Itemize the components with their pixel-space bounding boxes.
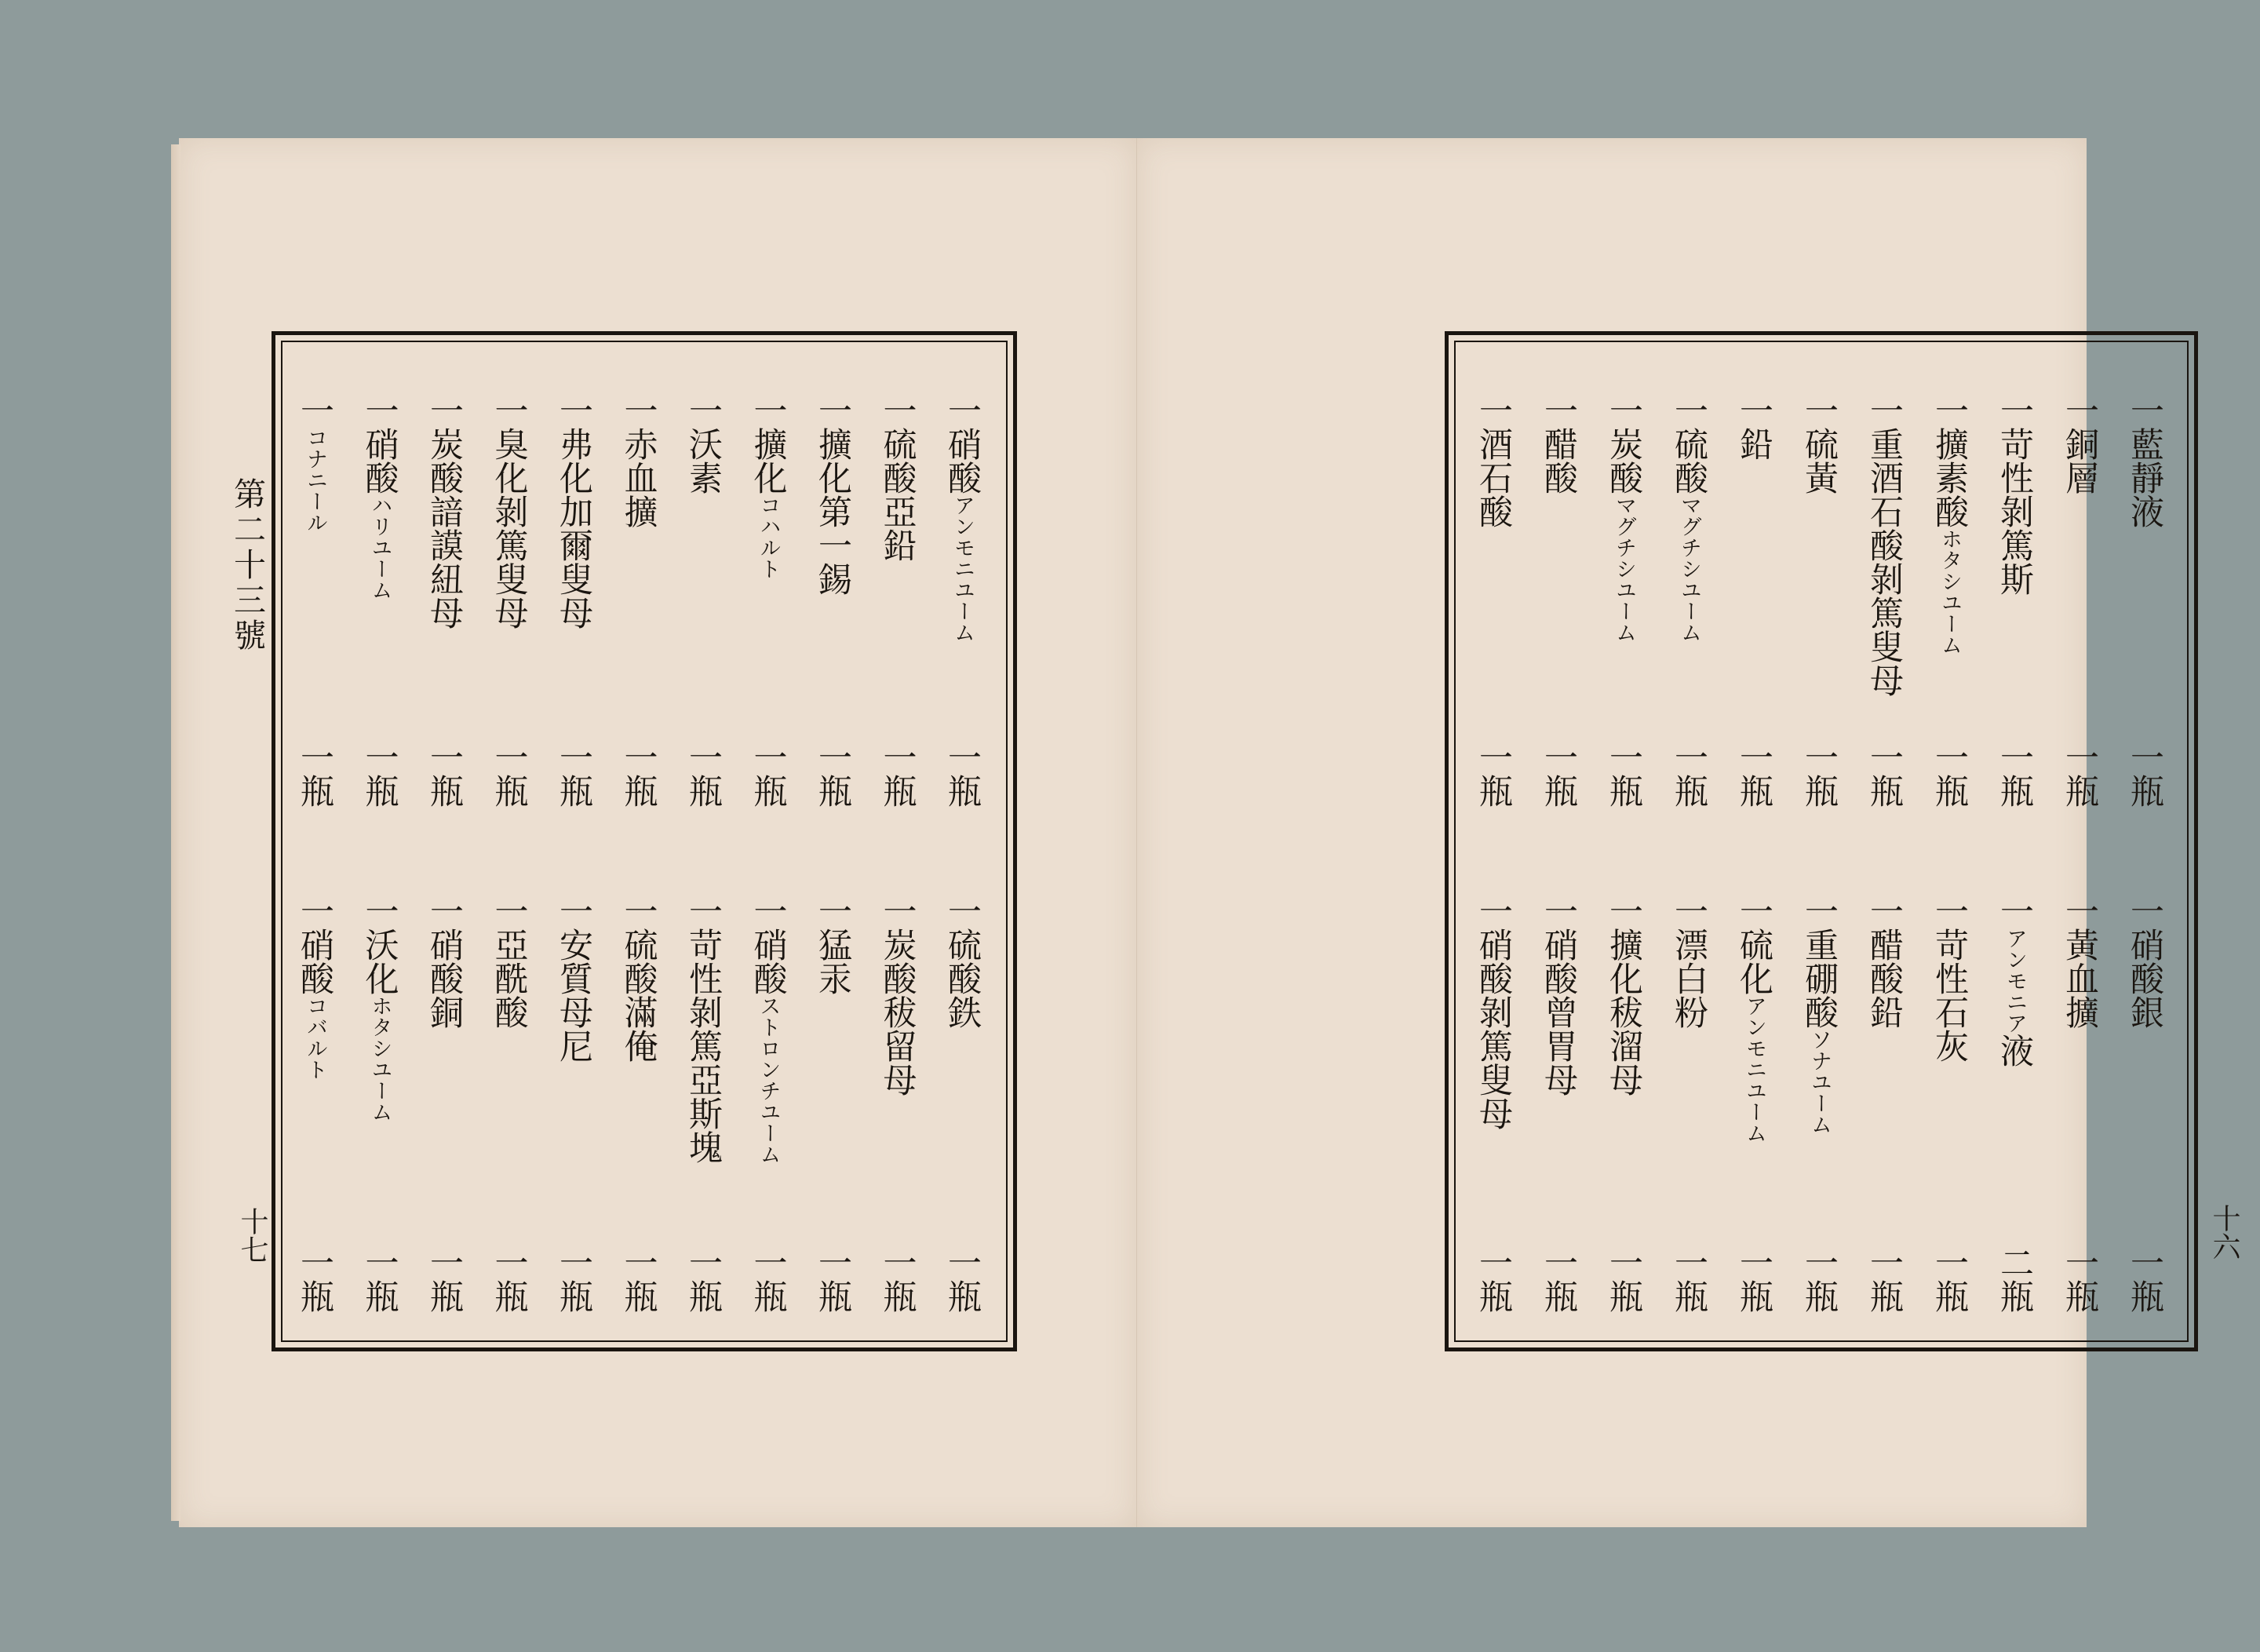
item-name xyxy=(683,894,723,1164)
item-quantity: 一瓶 xyxy=(1799,740,1839,808)
item-katakana-text: コハルト xyxy=(756,494,781,579)
item-quantity: 一瓶 xyxy=(813,740,852,808)
chemical-list-frame xyxy=(272,331,1017,1351)
list-row xyxy=(554,335,593,1347)
item-quantity: 一瓶 xyxy=(1474,740,1513,808)
item-quantity: 一瓶 xyxy=(877,1245,917,1313)
item-name xyxy=(554,894,593,1063)
item-name xyxy=(1669,393,1708,643)
item-name xyxy=(2060,393,2099,494)
item-katakana-text: ソナユーム xyxy=(1807,1029,1832,1135)
item-name xyxy=(359,393,399,600)
item-quantity: 一瓶 xyxy=(1604,740,1643,808)
item-main-text: 一硝酸 xyxy=(295,894,334,995)
item-katakana-text: マグチシユーム xyxy=(1612,494,1636,643)
item-name xyxy=(1864,393,1904,697)
list-row xyxy=(1864,335,1904,1347)
item-main-text: 一黃血擴 xyxy=(2060,894,2099,1029)
item-name xyxy=(2060,894,2099,1029)
item-main-text: 一漂白粉 xyxy=(1669,894,1708,1029)
item-name xyxy=(942,393,982,643)
item-main-text: 一臭化剝篤叟母 xyxy=(489,393,529,629)
item-name xyxy=(618,393,658,528)
item-main-text: 一酒石酸 xyxy=(1474,393,1513,528)
item-quantity: 一瓶 xyxy=(683,740,723,808)
item-name xyxy=(813,894,852,995)
item-main-text: 一安質母尼 xyxy=(554,894,593,1063)
list-row xyxy=(359,335,399,1347)
item-name xyxy=(813,393,852,596)
item-main-text: 一弗化加爾叟母 xyxy=(554,393,593,629)
item-quantity: 一瓶 xyxy=(618,1245,658,1313)
right-page xyxy=(1136,138,2240,1527)
item-name xyxy=(1930,393,1969,655)
item-name xyxy=(1669,894,1708,1029)
item-quantity: 一瓶 xyxy=(1669,1245,1708,1313)
chemical-list-frame xyxy=(1445,331,2198,1351)
item-tail-text: 液 xyxy=(1995,1034,2034,1067)
item-main-text: 一擴素酸 xyxy=(1930,393,1969,528)
item-main-text: 一硝酸 xyxy=(359,393,399,494)
item-main-text: 一擴化第一錫 xyxy=(813,393,852,596)
item-quantity: 一瓶 xyxy=(683,1245,723,1313)
item-name xyxy=(877,393,917,562)
list-row xyxy=(1669,335,1708,1347)
item-main-text: 一藍靜液 xyxy=(2125,393,2164,528)
item-name xyxy=(1539,393,1578,494)
list-row xyxy=(877,335,917,1347)
item-quantity: 一瓶 xyxy=(942,1245,982,1313)
item-main-text: 一硫酸滿俺 xyxy=(618,894,658,1063)
item-quantity: 二瓶 xyxy=(1995,1245,2034,1313)
list-row xyxy=(1539,335,1578,1347)
item-quantity: 一瓶 xyxy=(489,1245,529,1313)
list-row xyxy=(748,335,788,1347)
item-quantity: 一瓶 xyxy=(489,740,529,808)
list-row xyxy=(1474,335,1513,1347)
item-main-text: 一硝酸銅 xyxy=(425,894,464,1029)
item-main-text: 一赤血擴 xyxy=(618,393,658,528)
item-main-text: 一苛性石灰 xyxy=(1930,894,1969,1063)
item-katakana-text: アンモニユーム xyxy=(1742,995,1766,1143)
item-name xyxy=(554,393,593,629)
item-main-text: 一亞酰酸 xyxy=(489,894,529,1029)
list-row xyxy=(618,335,658,1347)
item-katakana-text: ハリユーム xyxy=(367,494,392,600)
item-main-text: 一苛性剝篤斯 xyxy=(1995,393,2034,596)
item-main-text: 一重酒石酸剝篤叟母 xyxy=(1864,393,1904,697)
item-main-text: 一醋酸 xyxy=(1539,393,1578,494)
list-row xyxy=(942,335,982,1347)
item-main-text: 一硫黃 xyxy=(1799,393,1839,494)
item-quantity: 一瓶 xyxy=(295,740,334,808)
item-name xyxy=(1604,393,1643,643)
item-name xyxy=(1799,393,1839,494)
item-main-text: 一炭酸秡留母 xyxy=(877,894,917,1096)
item-quantity: 一瓶 xyxy=(1669,740,1708,808)
list-row xyxy=(489,335,529,1347)
item-main-text: 一硫酸亞鉛 xyxy=(877,393,917,562)
item-name xyxy=(1799,894,1839,1135)
list-row xyxy=(1995,335,2034,1347)
list-row xyxy=(2060,335,2099,1347)
item-main-text: 一硫酸 xyxy=(1669,393,1708,494)
item-quantity: 一瓶 xyxy=(359,740,399,808)
item-main-text: 一硝酸銀 xyxy=(2125,894,2164,1029)
item-main-text: 一硝酸 xyxy=(942,393,982,494)
item-name xyxy=(1604,894,1643,1096)
item-quantity: 一瓶 xyxy=(295,1245,334,1313)
list-row xyxy=(1799,335,1839,1347)
list-row xyxy=(295,335,334,1347)
item-name xyxy=(425,393,464,629)
item-name xyxy=(425,894,464,1029)
item-main-text: 一擴化秡溜母 xyxy=(1604,894,1643,1096)
item-name xyxy=(748,393,788,579)
item-quantity: 一瓶 xyxy=(1930,740,1969,808)
item-katakana-text: コナニール xyxy=(303,427,327,533)
item-quantity: 一瓶 xyxy=(2060,740,2099,808)
item-quantity: 一瓶 xyxy=(1864,740,1904,808)
item-name xyxy=(1474,894,1513,1130)
item-quantity: 一瓶 xyxy=(618,740,658,808)
item-name xyxy=(942,894,982,1029)
item-katakana-text: コバルト xyxy=(303,995,327,1080)
item-name xyxy=(877,894,917,1096)
item-main-text: 一鉛 xyxy=(1734,393,1773,461)
item-main-text: 一炭酸 xyxy=(1604,393,1643,494)
item-main-text: 一擴化 xyxy=(748,393,788,494)
item-main-text: 一苛性剝篤亞斯塊 xyxy=(683,894,723,1164)
item-quantity: 一瓶 xyxy=(877,740,917,808)
open-book xyxy=(179,138,2240,1527)
item-name xyxy=(1995,894,2034,1067)
item-name xyxy=(1864,894,1904,1029)
page-number: 十六 xyxy=(2208,1204,2240,1260)
item-quantity: 一瓶 xyxy=(2060,1245,2099,1313)
list-row xyxy=(683,335,723,1347)
list-row xyxy=(425,335,464,1347)
item-main-text: 一 xyxy=(1995,894,2034,928)
item-quantity: 一瓶 xyxy=(1930,1245,1969,1313)
item-katakana-text: ストロンチユーム xyxy=(756,995,781,1165)
item-name xyxy=(489,894,529,1029)
item-quantity: 一瓶 xyxy=(1604,1245,1643,1313)
item-quantity: 一瓶 xyxy=(1734,740,1773,808)
item-quantity: 一瓶 xyxy=(554,1245,593,1313)
item-main-text: 一硫酸鉄 xyxy=(942,894,982,1029)
item-main-text: 一猛汞 xyxy=(813,894,852,995)
item-main-text: 一沃素 xyxy=(683,393,723,494)
item-name xyxy=(618,894,658,1063)
item-main-text: 一醋酸鉛 xyxy=(1864,894,1904,1029)
list-row xyxy=(813,335,852,1347)
item-quantity: 一瓶 xyxy=(2125,740,2164,808)
item-name xyxy=(2125,894,2164,1029)
item-quantity: 一瓶 xyxy=(748,740,788,808)
list-row xyxy=(1604,335,1643,1347)
item-quantity: 一瓶 xyxy=(1474,1245,1513,1313)
item-quantity: 一瓶 xyxy=(1539,1245,1578,1313)
item-name xyxy=(683,393,723,494)
item-name xyxy=(2125,393,2164,528)
item-main-text: 一 xyxy=(295,393,334,427)
item-katakana-text: マグチシユーム xyxy=(1677,494,1701,643)
item-name xyxy=(359,894,399,1122)
item-main-text: 一重硼酸 xyxy=(1799,894,1839,1029)
item-katakana-text: アンモニア xyxy=(2003,928,2027,1034)
page-header: 第二十三號 xyxy=(228,477,266,654)
item-quantity: 一瓶 xyxy=(359,1245,399,1313)
item-quantity: 一瓶 xyxy=(1734,1245,1773,1313)
item-quantity: 一瓶 xyxy=(1864,1245,1904,1313)
item-quantity: 一瓶 xyxy=(1799,1245,1839,1313)
item-name xyxy=(1930,894,1969,1063)
item-name xyxy=(295,393,334,533)
item-name xyxy=(1474,393,1513,528)
list-row xyxy=(2125,335,2164,1347)
item-main-text: 一銅層 xyxy=(2060,393,2099,494)
item-quantity: 一瓶 xyxy=(425,740,464,808)
item-main-text: 一硝酸曾胃母 xyxy=(1539,894,1578,1096)
item-quantity: 一瓶 xyxy=(2125,1245,2164,1313)
item-quantity: 一瓶 xyxy=(748,1245,788,1313)
item-quantity: 一瓶 xyxy=(942,740,982,808)
item-name xyxy=(1995,393,2034,596)
item-name xyxy=(1734,393,1773,461)
item-main-text: 一沃化 xyxy=(359,894,399,995)
item-quantity: 一瓶 xyxy=(554,740,593,808)
list-row xyxy=(1734,335,1773,1347)
item-quantity: 一瓶 xyxy=(813,1245,852,1313)
item-quantity: 一瓶 xyxy=(425,1245,464,1313)
item-quantity: 一瓶 xyxy=(1995,740,2034,808)
item-main-text: 一硝酸剝篤叟母 xyxy=(1474,894,1513,1130)
left-page xyxy=(179,138,1137,1527)
item-name xyxy=(1539,894,1578,1096)
item-main-text: 一硝酸 xyxy=(748,894,788,995)
item-katakana-text: ホタシユーム xyxy=(367,995,392,1122)
item-name xyxy=(489,393,529,629)
item-name xyxy=(748,894,788,1165)
item-name xyxy=(295,894,334,1080)
page-number: 十七 xyxy=(236,1207,268,1264)
item-main-text: 一硫化 xyxy=(1734,894,1773,995)
item-main-text: 一炭酸諳謨紐母 xyxy=(425,393,464,629)
item-katakana-text: アンモニユーム xyxy=(950,494,975,643)
item-name xyxy=(1734,894,1773,1143)
list-row xyxy=(1930,335,1969,1347)
item-quantity: 一瓶 xyxy=(1539,740,1578,808)
item-katakana-text: ホタシユーム xyxy=(1937,528,1962,655)
